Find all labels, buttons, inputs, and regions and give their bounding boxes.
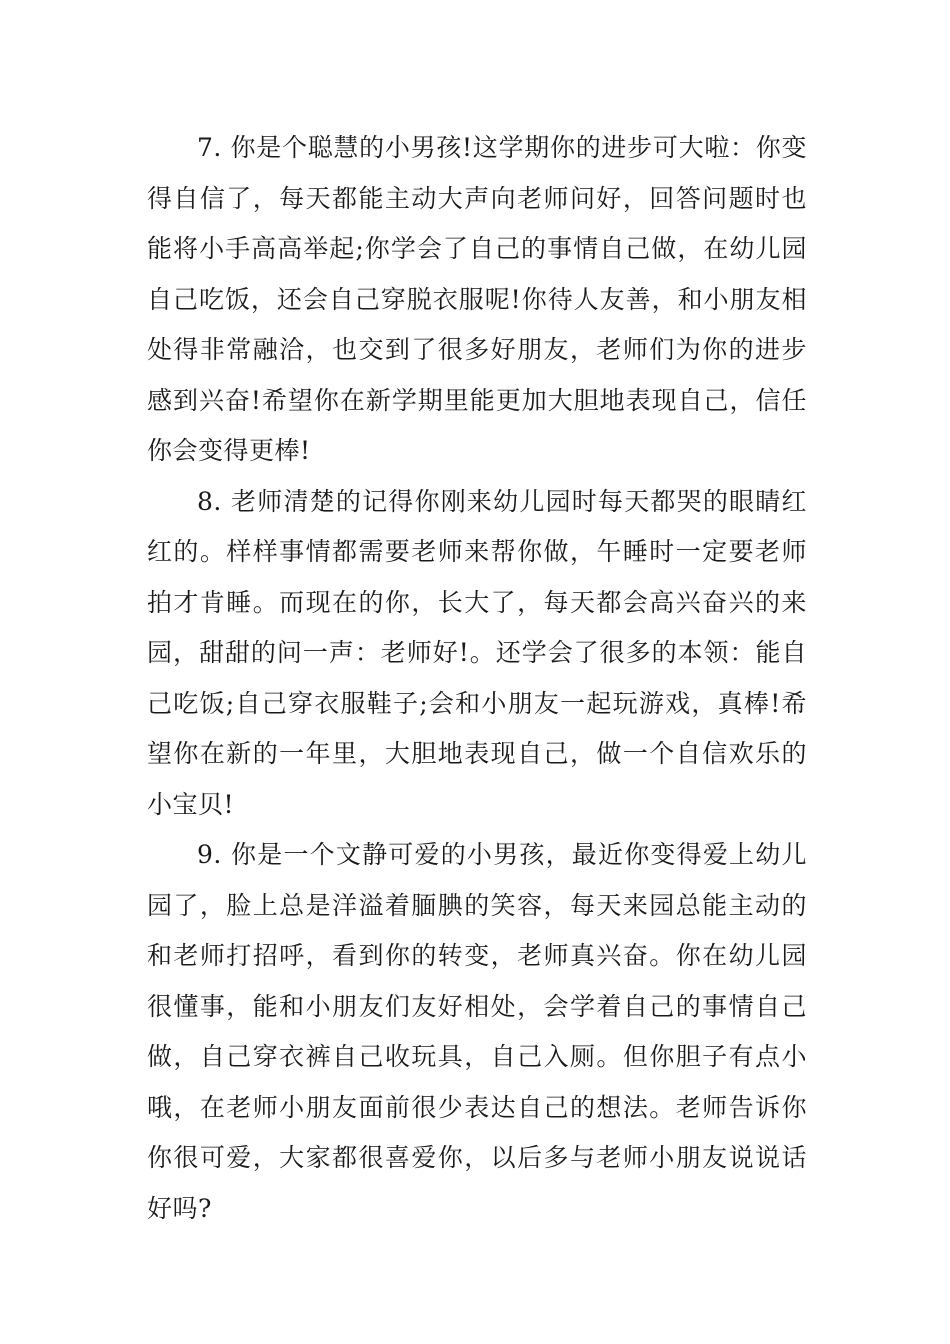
document-page [147,123,807,1234]
paragraph-7: 7. 你是个聪慧的小男孩!这学期你的进步可大啦：你变得自信了，每天都能主动大声向老师问好，回答问题时也能将小手高高举起;你学会了自己的事情自己做，在幼儿园自己吃饭，还会自己穿脱衣服呢!你待人友善，和小朋友相处得非常融洽，也交到了很多好朋友，老师们为你的进步感到兴奋!希望你在新学期里能更加大胆地表现自己，信任你会变得更棒! [147,133,807,465]
paragraph-8: 8. 老师清楚的记得你刚来幼儿园时每天都哭的眼睛红红的。样样事情都需要老师来帮你做，午睡时一定要老师拍才肯睡。而现在的你，长大了，每天都会高兴奋兴的来园，甜甜的问一声：老师好!。还学会了很多的本领：能自己吃饭;自己穿衣服鞋子;会和小朋友一起玩游戏，真棒!希望你在新的一年里，大胆地表现自己，做一个自信欢乐的小宝贝! [147,486,807,819]
paragraph-9: 9. 你是一个文静可爱的小男孩，最近你变得爱上幼儿园了，脸上总是洋溢着腼腆的笑容，每天来园总能主动的和老师打招呼，看到你的转变，老师真兴奋。你在幼儿园很懂事，能和小朋友们友好相处，会学着自己的事情自己做，自己穿衣裤自己收玩具，自己入厕。但你胆子有点小哦，在老师小朋友面前很少表达自己的想法。老师告诉你你很可爱，大家都很喜爱你，以后多与老师小朋友说说话好吗? [147,840,807,1223]
